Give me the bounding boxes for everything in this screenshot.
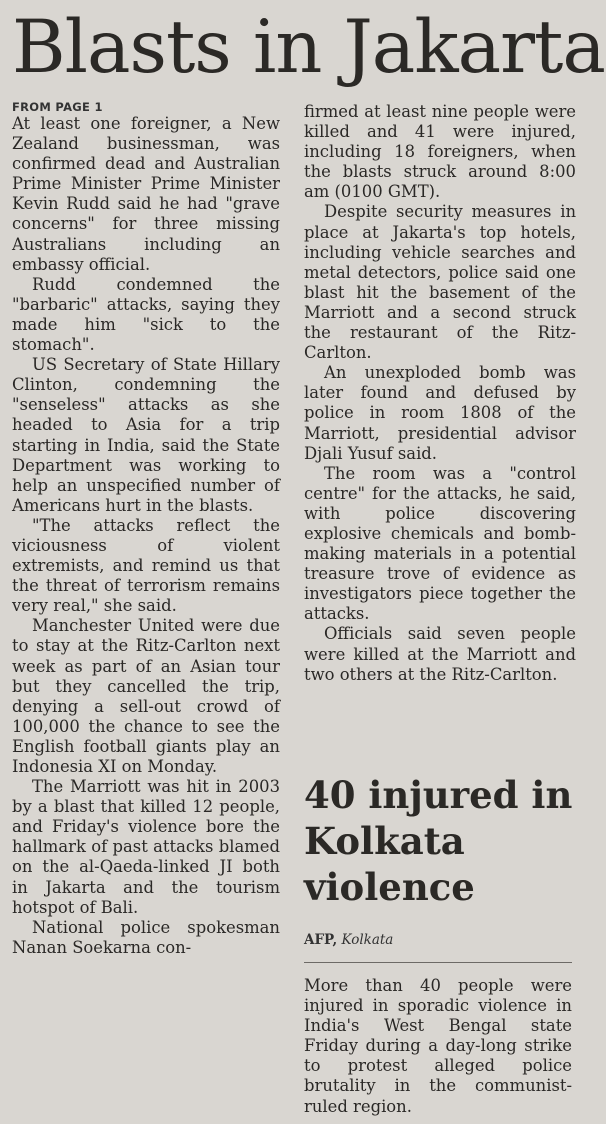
paragraph: The room was a "control centre" for the attacks, he said, with police discovering explosive chemicals and bomb-making materials in a potential treasure trove of evidence as investigators piece together the attacks. — [304, 463, 576, 624]
byline — [304, 932, 393, 948]
paragraph: An unexploded bomb was later found and defused by police in room 1808 of the Marriott, presidential advisor Djali Yusuf said. — [304, 363, 576, 463]
divider-rule — [304, 962, 572, 963]
paragraph: "The attacks reflect the viciousness of violent extremists, and remind us that the threat of terrorism remains very real," she said. — [12, 515, 280, 616]
headline: Blasts in Jakarta — [12, 5, 605, 90]
byline-location: Kolkata — [341, 932, 394, 948]
paragraph: The Marriott was hit in 2003 by a blast that killed 12 people, and Friday's violence bore the hallmark of past attacks blamed on the al-Qaeda-linked JI both in Jakarta and the tourism hotspot of Bali. — [12, 777, 280, 917]
paragraph: Rudd condemned the "barbaric" attacks, saying they made him "sick to the stomach". — [12, 274, 280, 355]
paragraph: Officials said seven people were killed at the Marriott and two others at the Ritz-Carlton. — [304, 624, 576, 684]
paragraph: Despite security measures in place at Jakarta's top hotels, including vehicle searches and metal detectors, police said one blast hit the basement of the Marriott and a second struck the restaurant of the Ritz-Carlton. — [304, 202, 576, 363]
paragraph: US Secretary of State Hillary Clinton, condemning the "senseless" attacks as she headed to Asia for a trip starting in India, said the State Department was working to help an unspecified number of Americans hurt in the blasts. — [12, 355, 280, 515]
second-article-body — [304, 976, 572, 1117]
paragraph: At least one foreigner, a New Zealand businessman, was confirmed dead and Australian Prime Minister Prime Minister Kevin Rudd said he had "grave concerns" for three missing Australians including an embassy official. — [12, 114, 280, 274]
paragraph: National police spokesman Nanan Soekarna con- — [12, 917, 280, 957]
byline-source: AFP, — [304, 932, 338, 948]
second-headline: 40 injured in Kolkata violence — [304, 773, 573, 909]
from-page-kicker: FROM PAGE 1 — [12, 100, 103, 114]
paragraph: More than 40 people were injured in sporadic violence in India's West Bengal state Friday during a day-long strike to protest alleged police brutality in the communist-ruled region. — [304, 976, 572, 1116]
right-column — [304, 102, 576, 685]
paragraph: Manchester United were due to stay at the Ritz-Carlton next week as part of an Asian tour but they cancelled the trip, denying a sell-out crowd of 100,000 the chance to see the English football giants play an Indonesia XI on Monday. — [12, 616, 280, 776]
paragraph: firmed at least nine people were killed and 41 were injured, including 18 foreigners, when the blasts struck around 8:00 am (0100 GMT). — [304, 102, 576, 202]
left-column — [12, 100, 280, 958]
